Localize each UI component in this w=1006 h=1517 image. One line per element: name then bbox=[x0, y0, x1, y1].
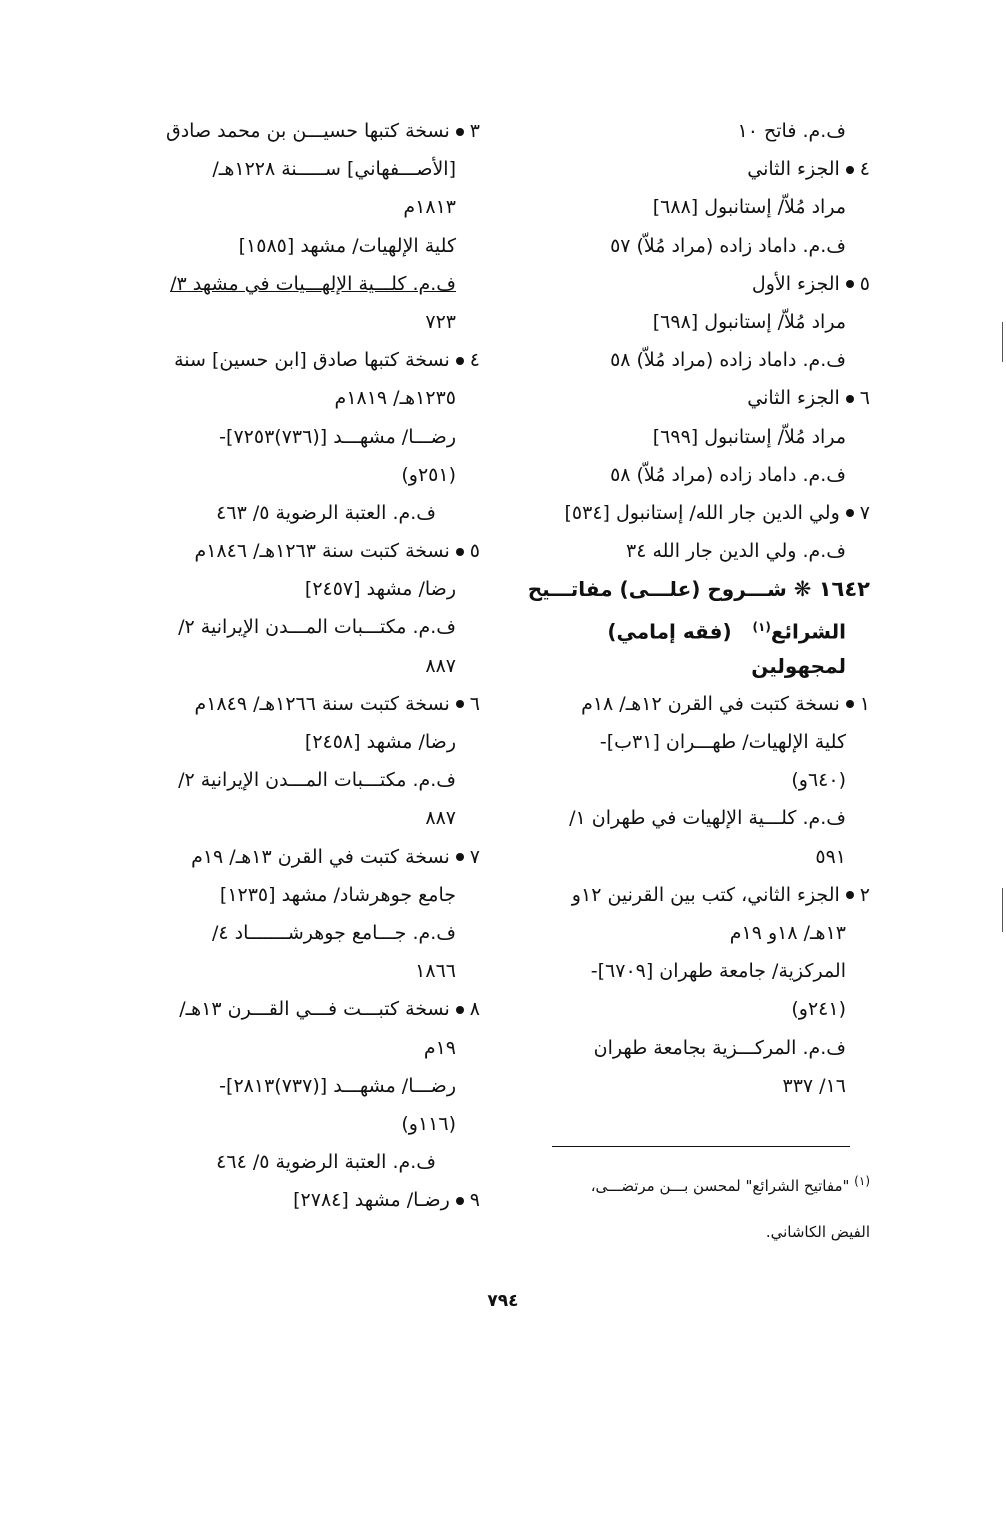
text-line bbox=[128, 227, 480, 265]
line-text: ف.م. مكتـــبات المـــدن الإيرانية ٢/ bbox=[178, 616, 456, 639]
line-text: نسخة كتبت سنة ١٢٦٦هـ/ ١٨٤٩م bbox=[194, 692, 450, 715]
text-line bbox=[510, 647, 870, 685]
line-text: لمجهولين bbox=[751, 653, 846, 678]
text-line bbox=[128, 456, 480, 494]
text-line bbox=[128, 379, 480, 417]
line-text: كلية الإلهيات/ مشهد [١٥٨٥] bbox=[238, 234, 456, 257]
entry-number: ٢ bbox=[859, 883, 870, 906]
entry-number: ٤ bbox=[859, 158, 870, 181]
line-text: ١٣هـ/ ١٨و ١٩م bbox=[729, 921, 846, 944]
bullet-icon bbox=[846, 166, 854, 174]
entry-line bbox=[510, 265, 870, 303]
line-text: الجزء الثاني bbox=[747, 158, 840, 181]
entry-line bbox=[510, 570, 870, 608]
line-text: نسخة كتبها صادق [ابن حسين] سنة bbox=[174, 349, 450, 372]
text-line bbox=[128, 799, 480, 837]
line-text: (٢٥١و) bbox=[401, 463, 456, 486]
line-text: (١١٦و) bbox=[401, 1112, 456, 1135]
footnote-marker: (١) bbox=[854, 1174, 870, 1188]
text-line bbox=[128, 723, 480, 761]
line-text: رضـــا/ مشهـــد [(٧٣٦)٧٢٥٣]- bbox=[219, 425, 456, 448]
text-line bbox=[128, 647, 480, 685]
line-text: رضـا/ مشهد [٢٧٨٤] bbox=[293, 1189, 450, 1212]
text-line bbox=[510, 761, 870, 799]
page-number: ٧٩٤ bbox=[487, 1291, 519, 1311]
line-text: [الأصـــفهاني] ســـــنة ١٢٢٨هـ/ bbox=[212, 158, 456, 181]
footnote-ref: (١) bbox=[752, 620, 771, 635]
line-text: مراد مُلاّ/ إستانبول [٦٩٨] bbox=[652, 310, 846, 333]
line-text: رضا/ مشهد [٢٤٥٧] bbox=[304, 578, 456, 601]
line-text: ف.م. العتبة الرضوية ٥/ ٤٦٤ bbox=[216, 1151, 436, 1174]
text-line bbox=[510, 227, 870, 265]
line-text: ٥٩١ bbox=[815, 845, 846, 868]
line-text: مراد مُلاّ/ إستانبول [٦٩٩] bbox=[652, 425, 846, 448]
text-line bbox=[510, 1067, 870, 1105]
line-text: الجزء الثاني، كتب بين القرنين ١٢و bbox=[571, 883, 840, 906]
text-line bbox=[128, 1067, 480, 1105]
text-line bbox=[510, 188, 870, 226]
entry-line bbox=[128, 1181, 480, 1219]
entry-number: ٧ bbox=[469, 845, 480, 868]
text-line bbox=[128, 265, 480, 303]
line-text: جامع جوهرشاد/ مشهد [١٢٣٥] bbox=[219, 883, 456, 906]
entry-line bbox=[510, 379, 870, 417]
text-line bbox=[510, 799, 870, 837]
text-line bbox=[510, 341, 870, 379]
line-text: شـــروح (علـــى) مفاتـــيح bbox=[527, 577, 787, 602]
line-text: ف.م. جـــامع جوهرشـــــــاد ٤/ bbox=[211, 921, 456, 944]
text-line bbox=[510, 608, 870, 646]
text-line bbox=[128, 876, 480, 914]
line-text: الجزء الأول bbox=[751, 272, 840, 295]
bullet-icon bbox=[456, 128, 464, 136]
bullet-icon bbox=[846, 395, 854, 403]
entry-number: ٩ bbox=[469, 1189, 480, 1212]
line-text: نسخة كتبت في القرن ١٢هـ/ ١٨م bbox=[581, 692, 840, 715]
line-text: ف.م. داماد زاده (مراد مُلاّ) ٥٨ bbox=[610, 349, 846, 372]
line-text: ١٢٣٥هـ/ ١٨١٩م bbox=[334, 387, 456, 410]
text-line bbox=[510, 303, 870, 341]
line-text: رضا/ مشهد [٢٤٥٨] bbox=[304, 731, 456, 753]
text-line bbox=[510, 838, 870, 876]
text-line bbox=[128, 150, 480, 188]
line-text: ولي الدين جار الله/ إستانبول [٥٣٤] bbox=[564, 501, 840, 524]
entry-line bbox=[128, 838, 480, 876]
line-text: ف.م. العتبة الرضوية ٥/ ٤٦٣ bbox=[216, 501, 436, 524]
bullet-icon bbox=[846, 280, 854, 288]
left-column bbox=[128, 112, 480, 1219]
text-line bbox=[510, 456, 870, 494]
text-line bbox=[128, 418, 480, 456]
text-line bbox=[128, 1143, 480, 1181]
scan-edge-mark bbox=[1002, 322, 1003, 362]
entry-line bbox=[510, 685, 870, 723]
text-line bbox=[128, 303, 480, 341]
line-text: الجزء الثاني bbox=[747, 387, 840, 410]
line-text: مراد مُلاّ/ إستانبول [٦٨٨] bbox=[652, 196, 846, 219]
line-text: نسخة كتبها حسيـــن بن محمد صادق bbox=[165, 120, 450, 142]
subject-label: (فقه إمامي) bbox=[607, 620, 753, 645]
bullet-icon bbox=[456, 548, 464, 556]
text-line bbox=[128, 914, 480, 952]
entry-line bbox=[128, 112, 480, 150]
line-text: ف.م. داماد زاده (مراد مُلاّ) ٥٨ bbox=[610, 463, 846, 486]
line-text: ٨٨٧ bbox=[425, 807, 456, 830]
footnote-text: "مفاتيح الشرائع" لمحسن بـــن مرتضـــى، الفيض الكاشاني. bbox=[590, 1177, 870, 1241]
line-text: ٧٢٣ bbox=[425, 310, 456, 333]
line-text: ف.م. داماد زاده (مراد مُلاّ) ٥٧ bbox=[610, 234, 846, 257]
entry-line bbox=[128, 532, 480, 570]
entry-number: ٥ bbox=[469, 540, 480, 563]
line-text: ف.م. فاتح ١٠ bbox=[737, 120, 846, 142]
line-text: كلية الإلهيات/ طهـــران [٣١ب]- bbox=[599, 731, 846, 753]
text-line bbox=[510, 418, 870, 456]
line-text: المركزية/ جامعة طهران [٦٧٠٩]- bbox=[590, 960, 846, 983]
line-text: ف.م. كلـــية الإلهيات في طهران ١/ bbox=[569, 807, 846, 830]
bullet-icon bbox=[456, 700, 464, 708]
line-text: ٨٨٧ bbox=[425, 654, 456, 677]
text-line bbox=[128, 1029, 480, 1067]
text-line bbox=[510, 914, 870, 952]
text-line bbox=[128, 494, 480, 532]
bullet-icon bbox=[456, 357, 464, 365]
line-text: ١٨١٣م bbox=[403, 196, 456, 219]
line-text: ١٦/ ٣٣٧ bbox=[782, 1074, 846, 1097]
text-line bbox=[128, 188, 480, 226]
entry-number: ٧ bbox=[859, 501, 870, 524]
text-line bbox=[128, 1105, 480, 1143]
entry-number: ١ bbox=[859, 692, 870, 715]
entry-line bbox=[128, 990, 480, 1028]
line-text: ١٨٦٦ bbox=[415, 960, 456, 983]
line-text: ف.م. المركـــزية بجامعة طهران bbox=[593, 1036, 846, 1059]
entry-number: ٤ bbox=[469, 349, 480, 372]
entry-line bbox=[510, 876, 870, 914]
line-text: ف.م. ولي الدين جار الله ٣٤ bbox=[625, 540, 846, 563]
line-text: ف.م. مكتـــبات المـــدن الإيرانية ٢/ bbox=[178, 769, 456, 792]
entry-number: ٣ bbox=[469, 120, 480, 142]
entry-number: ٦ bbox=[469, 692, 480, 715]
right-column bbox=[510, 112, 870, 1105]
line-text: ١٩م bbox=[423, 1036, 456, 1059]
text-line bbox=[128, 608, 480, 646]
bullet-icon bbox=[846, 891, 854, 899]
text-line bbox=[128, 761, 480, 799]
text-line bbox=[510, 112, 870, 150]
bullet-icon bbox=[456, 1006, 464, 1014]
line-text: (٦٤٠و) bbox=[791, 769, 846, 792]
entry-line bbox=[128, 341, 480, 379]
text-line bbox=[510, 1029, 870, 1067]
entry-number: ١٦٤٢ ❋ bbox=[793, 577, 870, 602]
bullet-icon bbox=[846, 509, 854, 517]
entry-line bbox=[510, 494, 870, 532]
entry-number: ٦ bbox=[859, 387, 870, 410]
text-line bbox=[128, 570, 480, 608]
bullet-icon bbox=[846, 700, 854, 708]
bullet-icon bbox=[456, 853, 464, 861]
line-text: نسخة كتبت في القرن ١٣هـ/ ١٩م bbox=[191, 845, 450, 868]
line-text: ف.م. كلـــية الإلهـــيات في مشهد ٣/ bbox=[170, 272, 456, 295]
line-text: (٢٤١و) bbox=[791, 998, 846, 1021]
entry-line bbox=[510, 150, 870, 188]
line-text: نسخة كتبت سنة ١٢٦٣هـ/ ١٨٤٦م bbox=[194, 540, 450, 563]
line-text: نسخة كتبـــت فـــي القـــرن ١٣هـ/ bbox=[179, 998, 450, 1021]
bullet-icon bbox=[456, 1197, 464, 1205]
text-line bbox=[510, 532, 870, 570]
footnote-separator bbox=[552, 1146, 850, 1147]
entry-number: ٨ bbox=[469, 998, 480, 1021]
footnote bbox=[560, 1158, 870, 1255]
text-line bbox=[510, 952, 870, 990]
text-line bbox=[510, 990, 870, 1028]
text-line bbox=[510, 723, 870, 761]
line-text: رضـــا/ مشهـــد [(٧٣٧)٢٨١٣]- bbox=[219, 1074, 456, 1097]
scan-edge-mark bbox=[1002, 888, 1003, 932]
text-line bbox=[128, 952, 480, 990]
entry-number: ٥ bbox=[859, 272, 870, 295]
line-text: الشرائع bbox=[770, 620, 846, 645]
entry-line bbox=[128, 685, 480, 723]
